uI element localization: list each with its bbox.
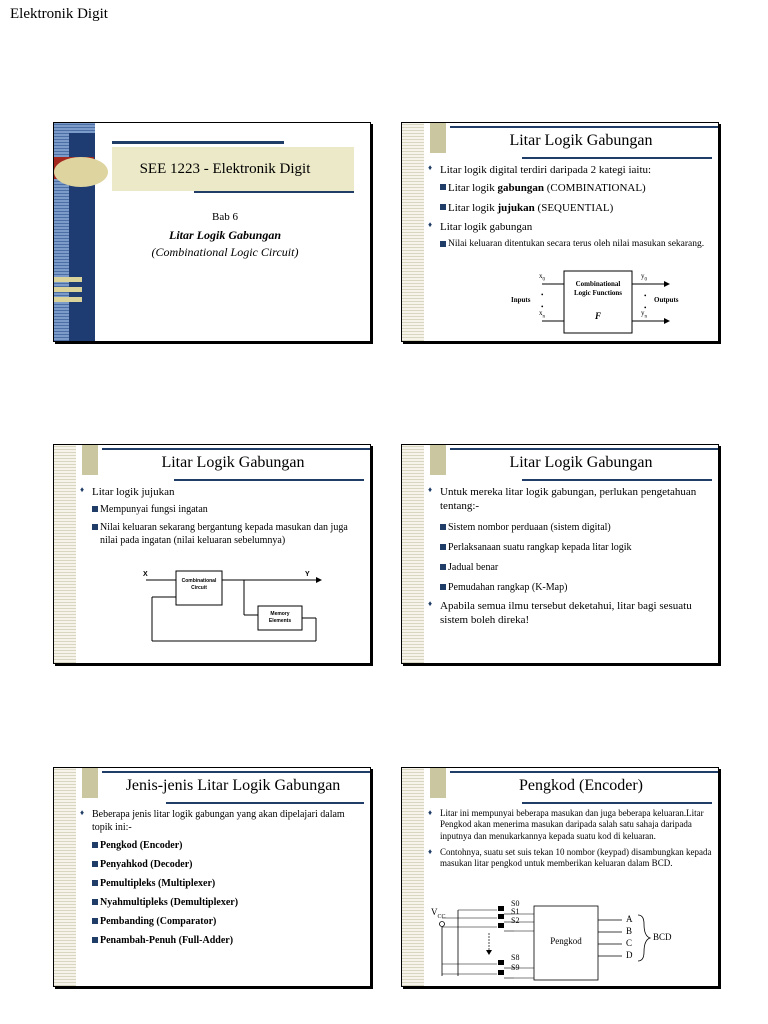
sub-bullet-item: Jadual benar [428,561,714,574]
output-yn-label: $y_n$ [641,309,647,320]
bullet-item: ♦ Litar logik digital terdiri daripada 2 kategi iaitu: [428,163,714,177]
sub-bullet-item: Sistem nombor perduaan (sistem digital) [428,521,714,534]
output-label: B [626,926,633,936]
slide-title-text: SEE 1223 - Elektronik Digit [139,161,311,177]
switch-label: S8 [511,953,520,962]
slide-decoration [54,277,82,282]
vcc-label: $V_{CC}$ [431,907,446,920]
slide-litar-logik-gabungan-1[interactable] [401,122,719,342]
slide-heading: Litar Logik Gabungan [509,454,653,471]
bcd-label: BCD [653,932,672,942]
sub-bullet-item: Perlaksanaan suatu rangkap kepada litar logik [428,541,714,554]
slide-heading: Jenis-jenis Litar Logik Gabungan [125,777,341,794]
slide-tan-block [430,445,446,475]
page-header-title: Elektronik Digit [10,6,108,22]
title-rule [166,802,364,804]
sub-bullet-item: Litar logik jujukan (SEQUENTIAL) [428,201,714,215]
sub-bullet-item: Pembanding (Comparator) [80,915,366,928]
sub-bullet-item: Pemultipleks (Multiplexer) [80,877,366,890]
sub-bullet-item: Nilai keluaran sekarang bergantung kepada masukan dan juga nilai pada ingatan (nilai keluaran sebelumnya) [80,521,366,547]
bullet-item: ♦ Untuk mereka litar logik gabungan, perlukan pengetahuan tentang:- [428,485,714,514]
inputs-label: Inputs [511,296,531,304]
sub-bullet-item: Nilai keluaran ditentukan secara terus oleh nilai masukan sekarang. [428,238,714,250]
title-rule [450,448,718,450]
bullet-item: ♦ Contohnya, suatu set suis tekan 10 nombor (keypad) disambungkan kepada masukan litar pengkod untuk memberikan keluaran dalam BCD. [428,847,714,870]
slide-heading: Pengkod (Encoder) [519,777,643,794]
bullet-item: ♦ Beberapa jenis litar logik gabungan yang akan dipelajari dalam topik ini:- [80,808,366,834]
output-label: D [626,950,633,960]
input-xn-label: $x_n$ [539,309,545,320]
y-output-label: Y [305,571,310,578]
svg-text:•: • [644,304,647,312]
slide-decoration [54,157,108,187]
output-label: C [626,938,633,948]
switch-label: S9 [511,963,520,972]
sub-bullet-item: Pemudahan rangkap (K-Map) [428,581,714,594]
slide-jenis-jenis[interactable] [53,767,371,987]
memory-elements-label: Memory Elements [268,611,292,624]
chapter-label: Bab 6 [212,211,238,223]
sub-bullet-item: Litar logik gabungan (COMBINATIONAL) [428,181,714,195]
title-rule [102,771,370,773]
svg-text:•: • [644,292,647,300]
output-label: A [626,914,633,924]
sub-bullet-item: Penambah-Penuh (Full-Adder) [80,934,366,947]
bullet-item: ♦ Litar ini mempunyai beberapa masukan dan juga beberapa keluaran.Litar Pengkod akan menerima masukan daripada salah satu sahaja daripada inputnya dan menukarkannya kepada suatu kod di keluaran. [428,808,714,842]
svg-text:•: • [541,303,544,311]
comb-circuit-label: Combinational Circuit [181,578,217,591]
switch-label: S0 [511,899,520,908]
slide-litar-logik-gabungan-2[interactable] [53,444,371,664]
x-input-label: X [143,571,148,578]
bullet-item: ♦ Litar logik gabungan [428,220,714,234]
slide-decoration [54,287,82,292]
slide-litar-logik-gabungan-3[interactable] [401,444,719,664]
svg-text:•: • [541,291,544,299]
slide-stripe [54,768,76,986]
slide-stripe [402,445,424,663]
sub-bullet-item: Nyahmultipleks (Demultiplexer) [80,896,366,909]
slide-pengkod-encoder[interactable] [401,767,719,987]
diagram-box-label: Combinational Logic Functions [573,280,623,298]
title-rule [112,141,284,144]
encoder-diagram [402,768,718,986]
bullet-item: ♦ Apabila semua ilmu tersebut deketahui, litar bagi sesuatu sistem boleh direka! [428,599,714,628]
slide-heading: Litar Logik Gabungan [509,132,653,149]
combinational-logic-diagram [402,123,718,341]
sub-bullet-item: Penyahkod (Decoder) [80,858,366,871]
bullet-item: ♦ Litar logik jujukan [80,485,366,499]
sub-bullet-item: Mempunyai fungsi ingatan [80,503,366,516]
slide-heading: Litar Logik Gabungan [161,454,305,471]
sub-bullet-item: Pengkod (Encoder) [80,839,366,852]
chapter-subtitle: Litar Logik Gabungan [168,228,282,242]
slide-tan-block [82,768,98,798]
switch-label: S2 [511,916,520,925]
outputs-label: Outputs [654,296,679,304]
encoder-box-label: Pengkod [550,936,582,946]
title-rule [522,479,712,481]
sequential-circuit-diagram [54,445,370,663]
switch-label: S1 [511,907,520,916]
slide-decoration [54,297,82,302]
slide-title[interactable] [53,122,371,342]
diagram-function-label: F [594,311,601,321]
chapter-subtitle-en: (Combinational Logic Circuit) [151,245,299,259]
input-x0-label: $x_0$ [539,272,545,283]
title-rule [194,191,354,193]
output-y0-label: $y_0$ [641,272,647,283]
